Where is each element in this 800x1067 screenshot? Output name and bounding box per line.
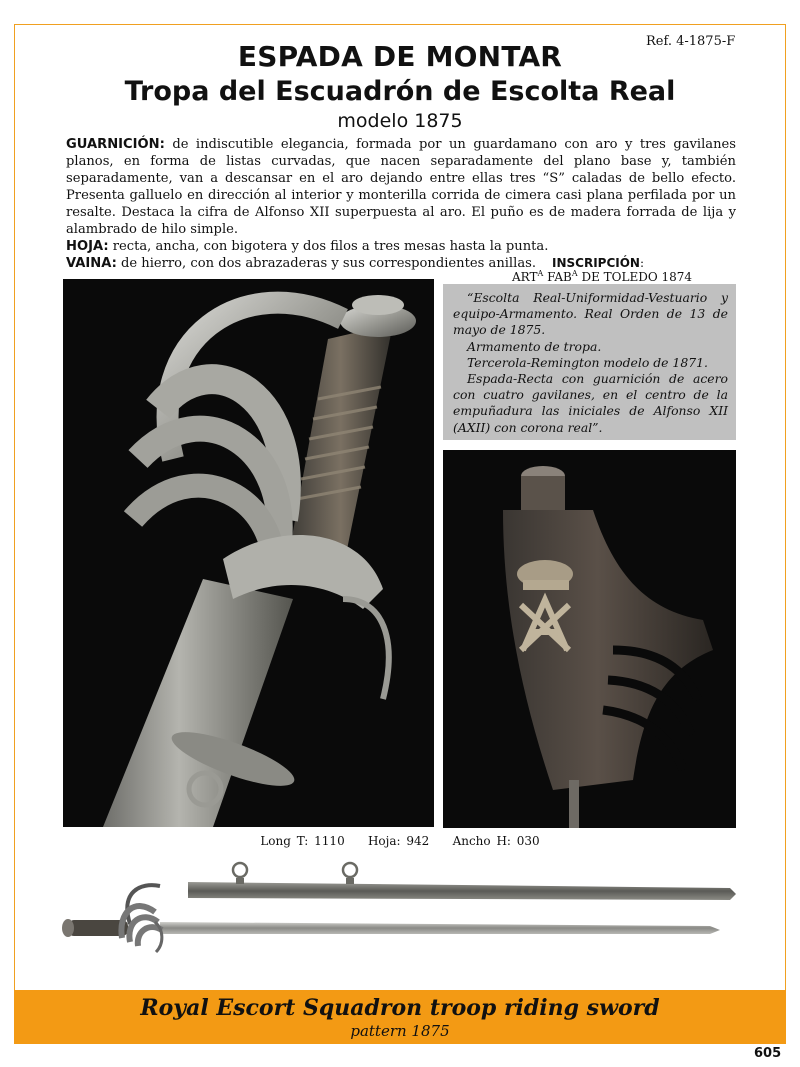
hilt-illustration — [63, 279, 434, 827]
royal-order-quote — [443, 284, 736, 440]
quote-line: Espada-Recta con guarnición de acero con cuatro gavilanes, en el centro de la empuñadura las iniciales de Alfonso XII (AXII) con corona real”. — [453, 371, 728, 435]
quote-line: “Escolta Real-Uniformidad-Vestuario y equipo-Armamento. Real Orden de 13 de mayo de 1875. — [453, 290, 728, 338]
guarnicion-label: GUARNICIÓN: — [66, 137, 165, 152]
page-number: 605 — [754, 1046, 782, 1061]
quote-line: Tercerola-Remington modelo de 1871. — [467, 354, 708, 370]
dimension-length: Long T: 1110 — [260, 834, 345, 848]
hoja-label: HOJA: — [66, 239, 109, 254]
inscription-text: $ART^A$ $FAB^A$ DE TOLEDO 1874 — [512, 269, 693, 284]
title-subtitle: Tropa del Escuadrón de Escolta Real — [124, 76, 676, 107]
title-model: modelo 1875 — [337, 110, 463, 132]
guarnicion-text: de indiscutible elegancia, formada por un guardamano con aro y tres gavilanes planos, en forma de listas curvadas, que nacen separadamente del plano base y, también separadamente, van a descansar en el aro dejando entre ellas tres “S” caladas de bello efecto. Presenta galluelo en dirección al interior y monterilla corrida de cimera casi plana perfilada por un resalte. Destaca la cifra de Alfonso XII superpuesta al aro. El puño es de madera forrada de lija y alambrado de hilo simple. — [66, 137, 736, 237]
hilt-photo — [63, 279, 434, 827]
hoja-paragraph — [66, 238, 736, 255]
full-sword-photo — [60, 852, 750, 970]
dimension-blade: Hoja: 942 — [367, 834, 430, 848]
sword-illustration — [60, 852, 750, 970]
quote-line: Armamento de tropa. — [467, 338, 602, 354]
cipher-photo — [443, 450, 736, 828]
english-title-banner — [14, 990, 786, 1044]
cipher-illustration — [443, 450, 736, 828]
hoja-text: recta, ancha, con bigotera y dos filos a tres mesas hasta la punta. — [108, 239, 549, 254]
guarnicion-paragraph — [66, 136, 736, 238]
vaina-text: de hierro, con dos abrazaderas y sus correspondientes anillas. — [116, 256, 537, 271]
dimension-width: Ancho H: 030 — [452, 834, 540, 848]
reference-code: Ref. 4-1875-F — [646, 34, 736, 49]
description — [66, 136, 736, 272]
english-title: Royal Escort Squadron troop riding sword — [140, 995, 660, 1021]
dimensions — [0, 834, 800, 848]
title-main: ESPADA DE MONTAR — [237, 40, 563, 73]
english-subtitle: pattern 1875 — [350, 1022, 450, 1040]
inscription-label: INSCRIPCIÓN: — [552, 256, 645, 270]
vaina-label: VAINA: — [66, 256, 117, 271]
